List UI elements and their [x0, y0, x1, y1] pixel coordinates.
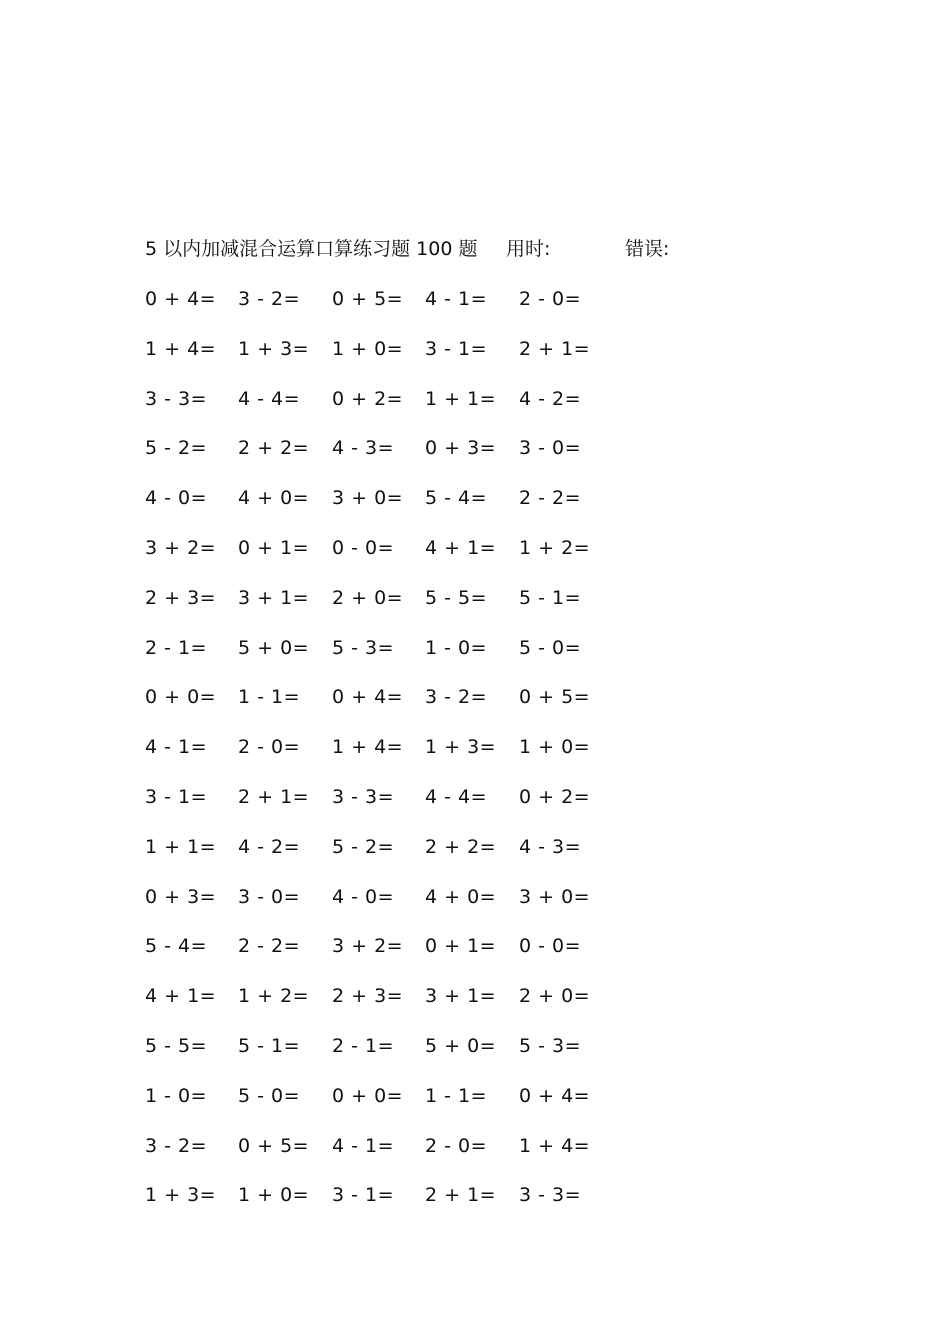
- problem-item: 0 + 4=: [519, 1084, 591, 1107]
- problem-item: 2 + 1=: [425, 1184, 497, 1207]
- problem-item: 5 - 3=: [519, 1034, 582, 1057]
- problem-item: 1 + 0=: [332, 337, 404, 360]
- problem-row: [145, 485, 625, 535]
- problem-item: 3 + 2=: [332, 935, 404, 958]
- problem-item: 3 - 2=: [238, 288, 301, 310]
- problem-item: 0 + 0=: [332, 1084, 404, 1107]
- problem-item: 1 - 0=: [145, 1084, 208, 1107]
- problem-item: 0 + 5=: [332, 288, 404, 310]
- problem-item: 3 - 3=: [145, 387, 208, 410]
- problem-item: 2 + 1=: [238, 785, 310, 808]
- problem-item: 1 + 4=: [145, 337, 217, 360]
- problem-item: 1 + 2=: [238, 985, 310, 1008]
- problem-row: [145, 784, 625, 834]
- problem-item: 4 - 4=: [238, 387, 301, 410]
- problem-item: 1 + 3=: [145, 1184, 217, 1207]
- problem-item: 0 + 1=: [238, 536, 310, 559]
- problem-row: [145, 1182, 625, 1232]
- problem-item: 2 + 0=: [332, 586, 404, 609]
- problem-row: [145, 535, 625, 585]
- problem-item: 1 + 1=: [145, 835, 217, 858]
- problem-item: 3 - 3=: [519, 1184, 582, 1207]
- problem-item: 4 + 0=: [425, 885, 497, 908]
- problem-item: 0 - 0=: [332, 536, 395, 559]
- problem-item: 3 + 1=: [238, 586, 310, 609]
- problem-item: 4 - 2=: [238, 835, 301, 858]
- problem-item: 0 + 5=: [238, 1134, 310, 1157]
- worksheet-title: 5 以内加减混合运算口算练习题 100 题: [145, 238, 478, 260]
- problem-row: [145, 286, 625, 336]
- problem-item: 0 + 0=: [145, 686, 217, 709]
- problem-row: [145, 884, 625, 934]
- problem-item: 4 - 1=: [145, 736, 208, 759]
- problem-item: 5 - 2=: [332, 835, 395, 858]
- problem-item: 2 + 3=: [332, 985, 404, 1008]
- problem-item: 4 - 0=: [332, 885, 395, 908]
- problem-item: 0 + 4=: [145, 288, 217, 310]
- problem-row: [145, 635, 625, 685]
- problem-row: [145, 933, 625, 983]
- problem-item: 3 - 1=: [145, 785, 208, 808]
- problem-item: 1 + 1=: [425, 387, 497, 410]
- problem-item: 3 + 0=: [519, 885, 591, 908]
- problem-row: [145, 1133, 625, 1183]
- problem-item: 2 - 0=: [425, 1134, 488, 1157]
- problem-item: 2 - 1=: [145, 636, 208, 659]
- problem-item: 0 + 1=: [425, 935, 497, 958]
- problem-item: 0 + 3=: [425, 437, 497, 460]
- problem-item: 4 - 2=: [519, 387, 582, 410]
- problem-item: 1 + 4=: [519, 1134, 591, 1157]
- problem-item: 1 + 3=: [425, 736, 497, 759]
- problem-item: 0 + 3=: [145, 885, 217, 908]
- problem-item: 1 + 3=: [238, 337, 310, 360]
- problem-item: 5 - 0=: [238, 1084, 301, 1107]
- problem-item: 1 - 1=: [238, 686, 301, 709]
- problem-item: 1 + 2=: [519, 536, 591, 559]
- problem-item: 2 + 2=: [238, 437, 310, 460]
- time-used-label: 用时:: [506, 238, 551, 260]
- problem-item: 2 + 2=: [425, 835, 497, 858]
- problem-item: 3 + 0=: [332, 487, 404, 510]
- problem-item: 4 - 3=: [519, 835, 582, 858]
- problem-row: [145, 734, 625, 784]
- problem-item: 5 - 5=: [425, 586, 488, 609]
- problem-item: 3 - 1=: [332, 1184, 395, 1207]
- problem-item: 3 - 1=: [425, 337, 488, 360]
- problem-row: [145, 585, 625, 635]
- problem-item: 2 + 1=: [519, 337, 591, 360]
- problem-item: 3 - 0=: [238, 885, 301, 908]
- problem-item: 2 + 3=: [145, 586, 217, 609]
- problem-item: 4 - 1=: [332, 1134, 395, 1157]
- problem-grid: [145, 286, 625, 1232]
- problem-item: 5 - 3=: [332, 636, 395, 659]
- problem-item: 3 + 2=: [145, 536, 217, 559]
- problem-row: [145, 1033, 625, 1083]
- problem-item: 5 - 4=: [425, 487, 488, 510]
- problem-item: 5 + 0=: [238, 636, 310, 659]
- problem-item: 4 + 1=: [145, 985, 217, 1008]
- problem-item: 5 - 0=: [519, 636, 582, 659]
- problem-item: 4 - 1=: [425, 288, 488, 310]
- errors-label: 错误:: [625, 238, 670, 260]
- problem-item: 0 + 2=: [332, 387, 404, 410]
- problem-item: 2 - 0=: [238, 736, 301, 759]
- problem-item: 2 - 2=: [519, 487, 582, 510]
- problem-item: 5 - 1=: [519, 586, 582, 609]
- problem-item: 0 + 2=: [519, 785, 591, 808]
- problem-row: [145, 684, 625, 734]
- problem-item: 4 + 1=: [425, 536, 497, 559]
- problem-item: 5 + 0=: [425, 1034, 497, 1057]
- worksheet-header: [145, 236, 785, 262]
- problem-item: 2 - 2=: [238, 935, 301, 958]
- problem-item: 1 + 0=: [519, 736, 591, 759]
- problem-item: 4 - 3=: [332, 437, 395, 460]
- problem-item: 1 + 0=: [238, 1184, 310, 1207]
- problem-item: 5 - 5=: [145, 1034, 208, 1057]
- problem-item: 4 - 0=: [145, 487, 208, 510]
- problem-item: 3 - 0=: [519, 437, 582, 460]
- problem-row: [145, 1083, 625, 1133]
- problem-item: 0 + 5=: [519, 686, 591, 709]
- problem-item: 1 - 0=: [425, 636, 488, 659]
- problem-item: 0 - 0=: [519, 935, 582, 958]
- problem-item: 3 - 3=: [332, 785, 395, 808]
- problem-item: 5 - 4=: [145, 935, 208, 958]
- problem-row: [145, 336, 625, 386]
- problem-item: 2 - 0=: [519, 288, 582, 310]
- problem-item: 1 + 4=: [332, 736, 404, 759]
- problem-item: 3 - 2=: [425, 686, 488, 709]
- problem-item: 4 - 4=: [425, 785, 488, 808]
- problem-item: 5 - 1=: [238, 1034, 301, 1057]
- problem-item: 4 + 0=: [238, 487, 310, 510]
- problem-row: [145, 983, 625, 1033]
- problem-item: 3 - 2=: [145, 1134, 208, 1157]
- problem-item: 5 - 2=: [145, 437, 208, 460]
- problem-item: 2 - 1=: [332, 1034, 395, 1057]
- problem-row: [145, 834, 625, 884]
- problem-item: 2 + 0=: [519, 985, 591, 1008]
- problem-item: 0 + 4=: [332, 686, 404, 709]
- problem-item: 3 + 1=: [425, 985, 497, 1008]
- problem-row: [145, 435, 625, 485]
- problem-row: [145, 386, 625, 436]
- problem-item: 1 - 1=: [425, 1084, 488, 1107]
